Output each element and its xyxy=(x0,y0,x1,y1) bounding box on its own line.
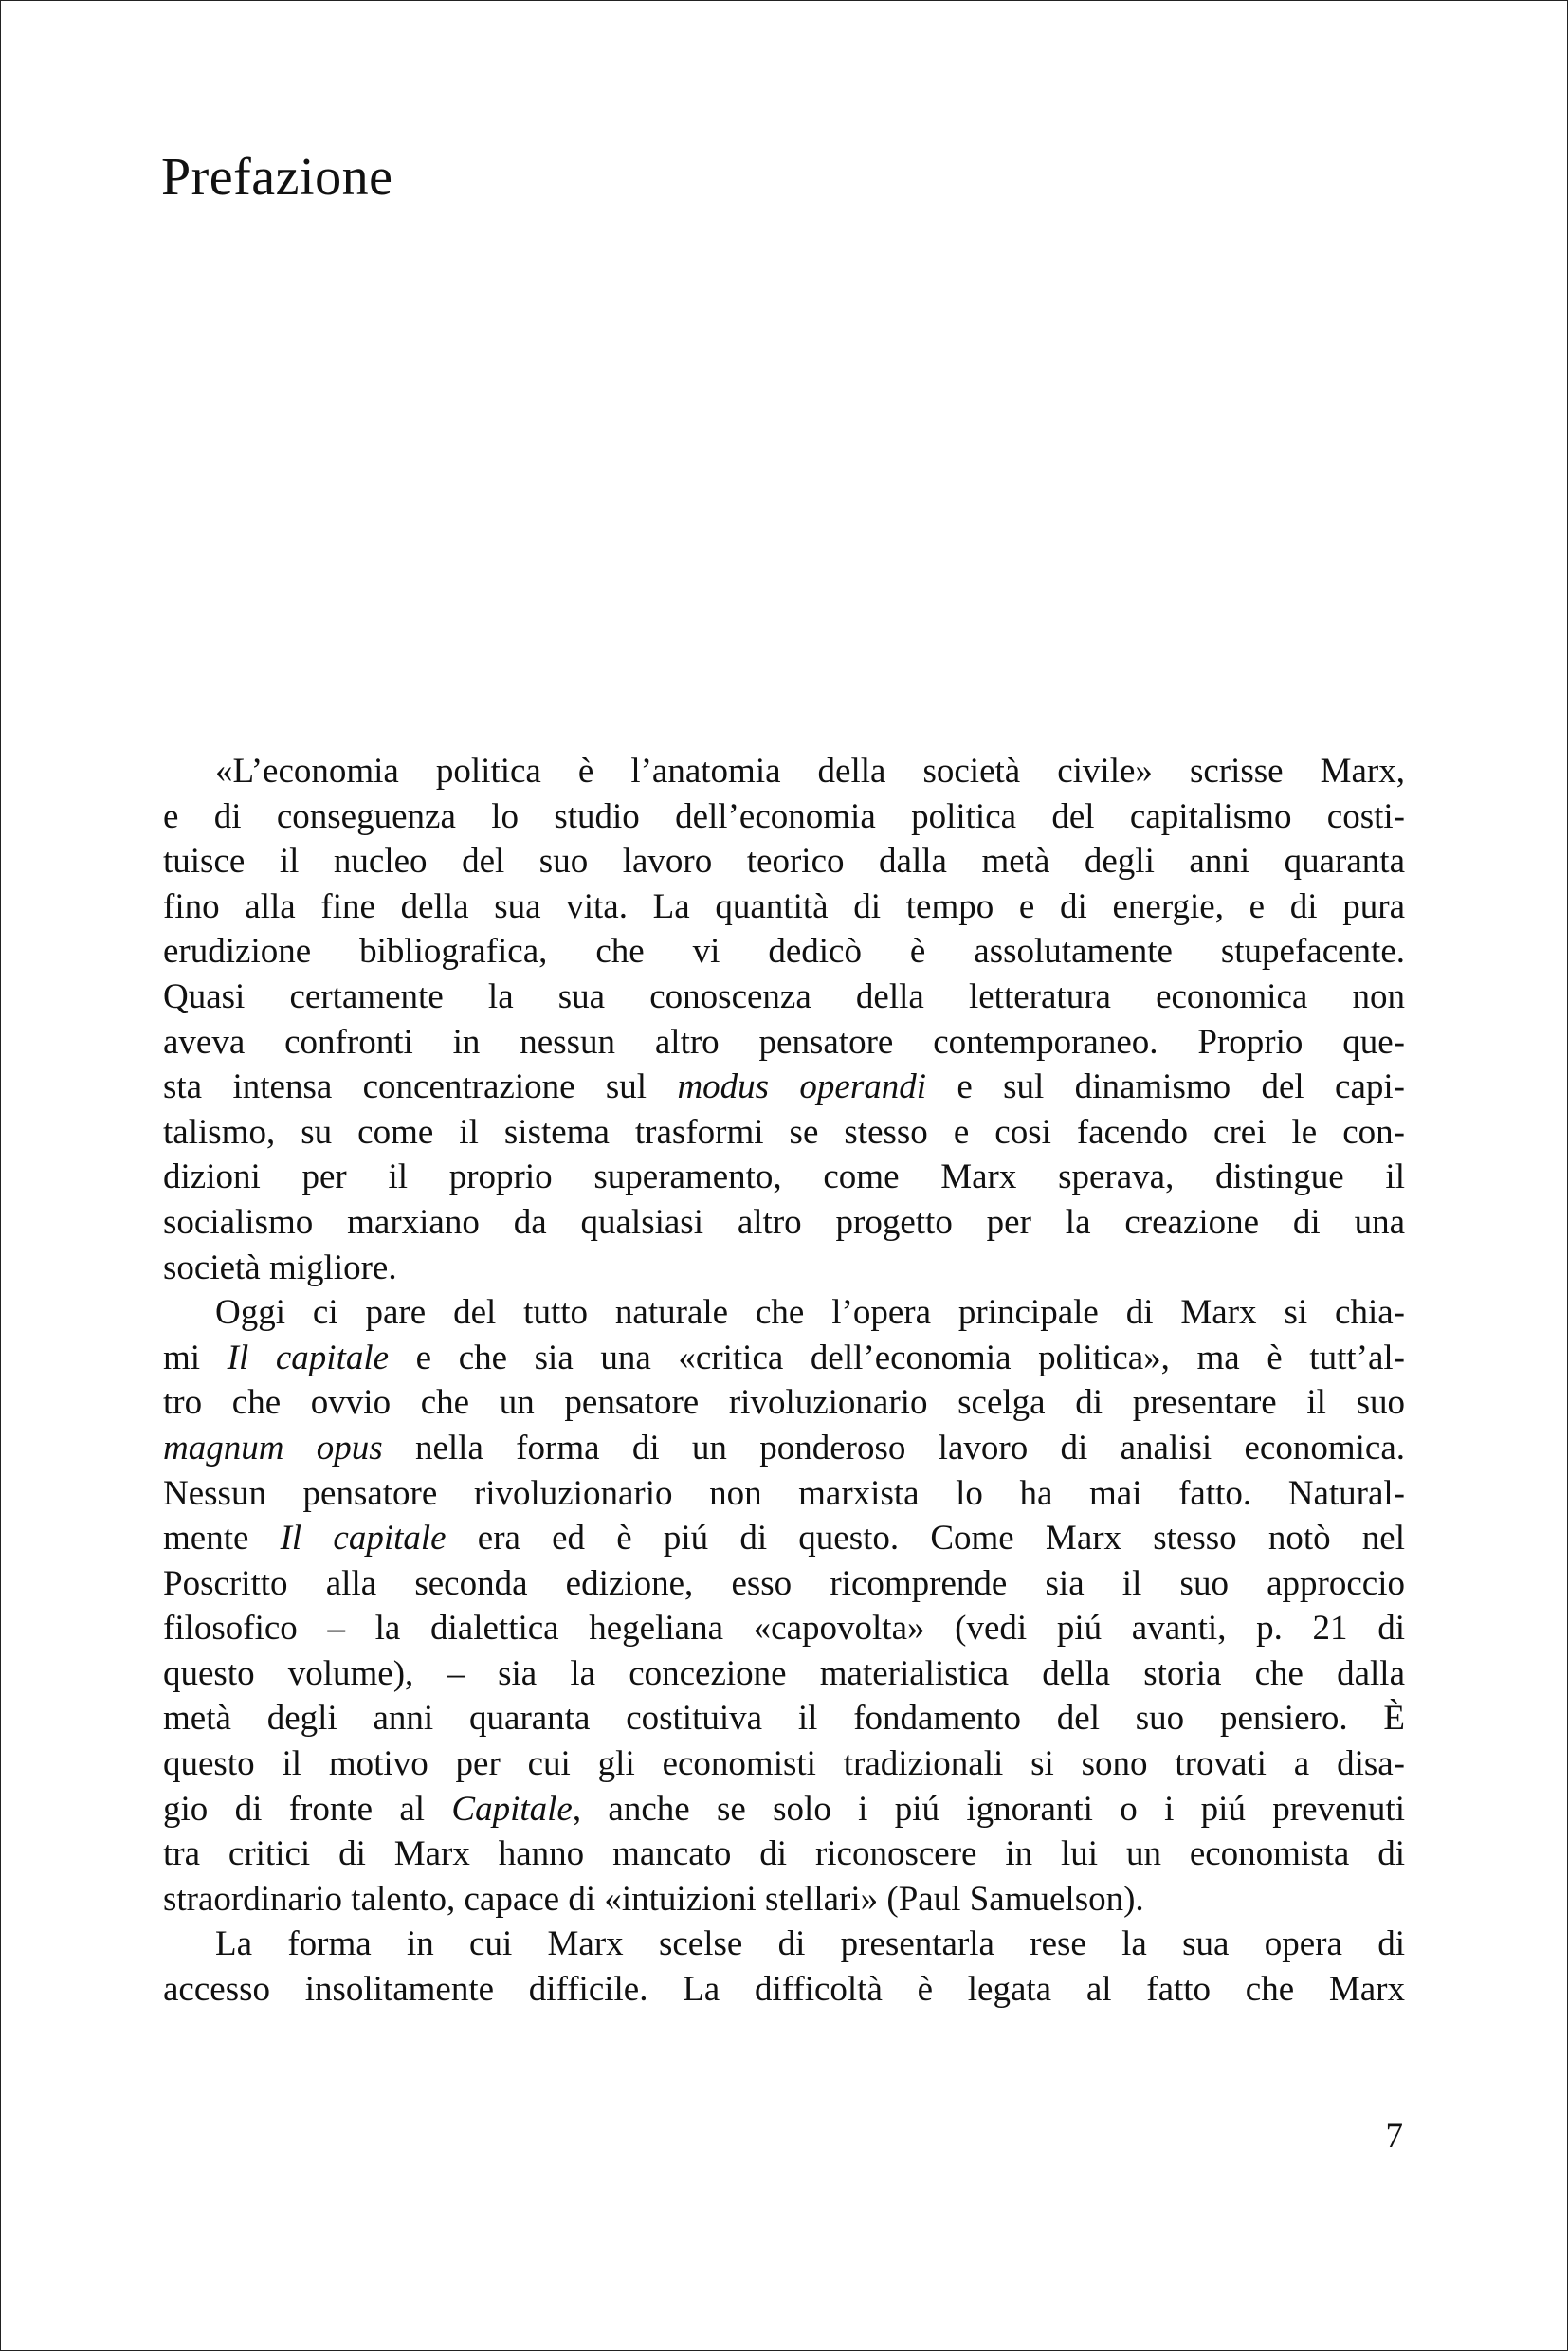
text-line xyxy=(163,1020,1405,1066)
italic-text: modus operandi xyxy=(677,1067,927,1107)
text-segment: , anche se solo i piú ignoranti o i piú prevenuti xyxy=(572,1789,1405,1829)
text-segment: erudizione bibliografica, che vi dedicò è assolutamente stupefacente. xyxy=(163,932,1405,972)
text-segment: mente xyxy=(163,1519,281,1558)
text-segment: straordinario talento, capace di «intuizioni stellari» (Paul Samuelson). xyxy=(163,1879,1144,1919)
italic-text: Il capitale xyxy=(227,1338,390,1377)
text-segment: tuisce il nucleo del suo lavoro teorico dalla metà degli anni quaranta xyxy=(163,842,1405,882)
text-segment: società migliore. xyxy=(163,1248,397,1287)
text-segment: Poscritto alla seconda edizione, esso ricomprende sia il suo approccio xyxy=(163,1563,1405,1603)
text-segment: dizioni per il proprio superamento, come Marx sperava, distingue il xyxy=(163,1157,1405,1197)
text-line xyxy=(163,1606,1405,1651)
text-segment: tro che ovvio che un pensatore rivoluzionario scelga di presentare il suo xyxy=(163,1383,1405,1423)
text-line xyxy=(163,1200,1405,1246)
text-line xyxy=(163,1246,1405,1291)
text-line xyxy=(163,1561,1405,1607)
text-segment: era ed è piú di questo. Come Marx stesso notò nel xyxy=(446,1519,1405,1558)
text-segment: socialismo marxiano da qualsiasi altro progetto per la creazione di una xyxy=(163,1202,1405,1242)
text-line xyxy=(163,1787,1405,1832)
text-segment: e sul dinamismo del capi- xyxy=(926,1067,1405,1107)
text-segment: e di conseguenza lo studio dell’economia politica del capitalismo costi- xyxy=(163,796,1405,836)
text-line xyxy=(163,1877,1405,1923)
text-line xyxy=(163,929,1405,975)
text-line xyxy=(163,749,1405,794)
text-line xyxy=(163,975,1405,1020)
text-segment: Oggi ci pare del tutto naturale che l’opera principale di Marx si chia- xyxy=(215,1293,1405,1333)
text-segment: nella forma di un ponderoso lavoro di analisi economica. xyxy=(382,1428,1405,1467)
text-segment: Quasi certamente la sua conoscenza della letteratura economica non xyxy=(163,976,1405,1016)
text-line xyxy=(163,1741,1405,1787)
page-title: Prefazione xyxy=(161,148,393,207)
text-line xyxy=(163,1380,1405,1426)
text-line xyxy=(163,1832,1405,1877)
text-line xyxy=(163,1651,1405,1697)
text-line xyxy=(163,794,1405,840)
text-line xyxy=(163,884,1405,930)
text-line xyxy=(163,1290,1405,1336)
text-segment: filosofico – la dialettica hegeliana «capovolta» (vedi piú avanti, p. 21 di xyxy=(163,1609,1405,1649)
text-segment: metà degli anni quaranta costituiva il fondamento del suo pensiero. È xyxy=(163,1699,1405,1739)
text-segment: sta intensa concentrazione sul xyxy=(163,1067,678,1107)
text-line xyxy=(163,1426,1405,1471)
text-line xyxy=(163,1696,1405,1741)
text-line xyxy=(163,1110,1405,1156)
text-line xyxy=(163,1516,1405,1561)
text-line xyxy=(163,1967,1405,2013)
text-line xyxy=(163,1471,1405,1517)
italic-text: magnum opus xyxy=(163,1428,383,1467)
text-segment: aveva confronti in nessun altro pensatore contemporaneo. Proprio que- xyxy=(163,1022,1405,1062)
text-segment: «L’economia politica è l’anatomia della società civile» scrisse Marx, xyxy=(215,752,1405,791)
text-line xyxy=(163,1336,1405,1381)
text-segment: tra critici di Marx hanno mancato di riconoscere in lui un economista di xyxy=(163,1834,1405,1874)
text-segment: questo il motivo per cui gli economisti tradizionali si sono trovati a disa- xyxy=(163,1744,1405,1784)
text-segment: e che sia una «critica dell’economia politica», ma è tutt’al- xyxy=(389,1338,1405,1377)
text-segment: fino alla fine della sua vita. La quantità di tempo e di energie, e di pura xyxy=(163,886,1405,926)
text-line xyxy=(163,1065,1405,1110)
text-line xyxy=(163,1155,1405,1200)
text-segment: gio di fronte al xyxy=(163,1789,452,1829)
page-number: 7 xyxy=(1385,2117,1403,2156)
body-text xyxy=(163,749,1405,2013)
text-segment: Nessun pensatore rivoluzionario non marxista lo ha mai fatto. Natural- xyxy=(163,1473,1405,1513)
text-segment: questo volume), – sia la concezione materialistica della storia che dalla xyxy=(163,1653,1405,1693)
text-line xyxy=(163,1922,1405,1967)
text-segment: accesso insolitamente difficile. La difficoltà è legata al fatto che Marx xyxy=(163,1970,1405,2010)
italic-text: Capitale xyxy=(451,1789,573,1829)
italic-text: Il capitale xyxy=(280,1519,447,1558)
text-line xyxy=(163,839,1405,884)
text-segment: talismo, su come il sistema trasformi se stesso e cosi facendo crei le con- xyxy=(163,1112,1405,1152)
text-segment: mi xyxy=(163,1338,228,1377)
text-segment: La forma in cui Marx scelse di presentarla rese la sua opera di xyxy=(215,1924,1405,1964)
